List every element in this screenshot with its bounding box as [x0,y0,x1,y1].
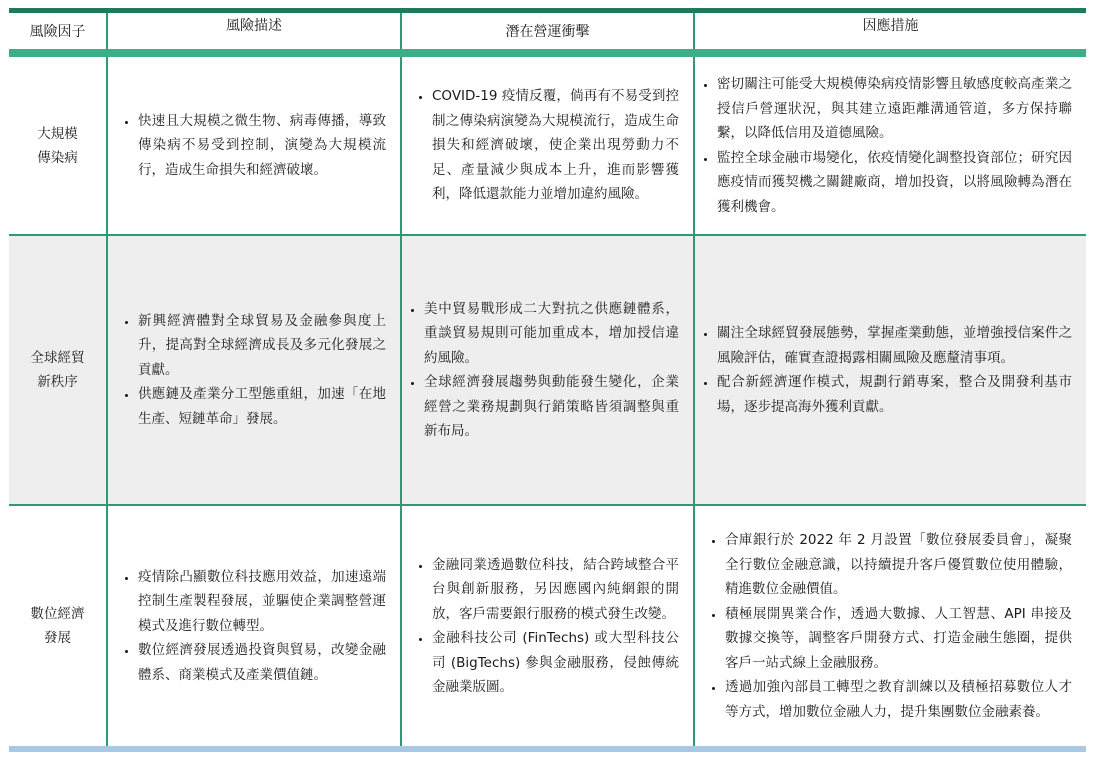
response-cell [694,505,1086,746]
header-separator [9,49,1086,57]
list-item: • 疫情除凸顯數位科技應用效益，加速遠端控制生產製程發展，並驅使企業調整營運模式及進行數位轉型。 [138,565,386,639]
list-item: • 快速且大規模之微生物、病毒傳播，導致傳染病不易受到控制，演變為大規模流行，造成生命損失和經濟破壞。 [138,109,386,183]
risk-table [9,13,1086,746]
risk-factor-line: 傳染病 [37,149,78,166]
list-item: • 金融同業透過數位科技，結合跨域整合平台與創新服務，另因應國內純網銀的開放，客戶需要銀行服務的模式發生改變。 [432,553,679,627]
risk-factor-line: 數位經濟 [30,606,85,622]
header-response-measures: 因應措施 [862,18,919,34]
table-row [9,57,1086,235]
risk-factor-line: 新秩序 [37,374,78,390]
list-item: • 新興經濟體對全球貿易及金融參與度上升，提高對全球經濟成長及多元化發展之貢獻。 [138,309,386,383]
list-item: • 合庫銀行於 2022 年 2 月設置「數位發展委員會」，凝聚全行數位金融意識，以持續提升客戶優質數位使用體驗，精進數位金融價值。 [725,528,1072,602]
risk-factor-line: 全球經貿 [30,350,85,366]
risk-factor-cell [9,235,107,505]
list-item: • 密切關注可能受大規模傳染病疫情影響且敏感度較高產業之授信戶營運狀況，與其建立遠距離溝通管道，多方保持聯繫，以降低信用及道德風險。 [717,72,1072,146]
table-row [9,505,1086,746]
risk-description-cell [107,57,401,235]
list-item: • 美中貿易戰形成二大對抗之供應鏈體系，重談貿易規則可能加重成本，增加授信違約風險。 [424,297,679,371]
risk-description-cell [107,235,401,505]
risk-factor-cell [9,505,107,746]
header-row [9,13,1086,49]
impact-cell [401,505,694,746]
impact-cell [401,57,694,235]
list-item: • 監控全球金融市場變化，依疫情變化調整投資部位；研究因應疫情而獲契機之關鍵廠商，增加投資，以將風險轉為潛在獲利機會。 [717,146,1072,220]
risk-factor-line: 大規模 [37,125,78,142]
list-item: • 數位經濟發展透過投資與貿易，改變金融體系、商業模式及產業價值鏈。 [138,638,386,687]
response-cell [694,235,1086,505]
list-item: • COVID-19 疫情反覆，倘再有不易受到控制之傳染病演變為大規模流行，造成生命損失和經濟破壞，使企業出現勞動力不足、產量減少與成本上升，進而影響獲利，降低還款能力並增加違約風險。 [432,84,679,207]
header-risk-factor: 風險因子 [9,13,107,49]
risk-description-cell [107,505,401,746]
list-item: • 全球經濟發展趨勢與動能發生變化，企業經營之業務規劃與行銷策略皆須調整與重新布局。 [424,370,679,444]
bottom-border-bar [9,746,1086,752]
risk-factor-cell [9,57,107,235]
risk-factor-line: 發展 [44,630,71,646]
header-operational-impact: 潛在營運衝擊 [401,13,694,49]
list-item: • 透過加強內部員工轉型之教育訓練以及積極招募數位人才等方式，增加數位金融人力，提升集團數位金融素養。 [725,675,1072,724]
list-item: • 積極展開異業合作，透過大數據、人工智慧、API 串接及數據交換等，調整客戶開發方式、打造金融生態圈，提供客戶一站式線上金融服務。 [725,602,1072,676]
header-risk-description: 風險描述 [107,13,401,49]
risk-table-frame [9,8,1086,752]
list-item: • 關注全球經貿發展態勢，掌握產業動態，並增強授信案件之風險評估，確實查證揭露相關風險及應釐清事項。 [717,321,1072,370]
response-cell [694,57,1086,235]
list-item: • 供應鏈及產業分工型態重組，加速「在地生產、短鏈革命」發展。 [138,382,386,431]
impact-cell [401,235,694,505]
table-row [9,235,1086,505]
list-item: • 配合新經濟運作模式，規劃行銷專案，整合及開發利基市場，逐步提高海外獲利貢獻。 [717,370,1072,419]
list-item: • 金融科技公司 (FinTechs) 或大型科技公司 (BigTechs) 參與金融服務，侵蝕傳統金融業版圖。 [432,626,679,700]
